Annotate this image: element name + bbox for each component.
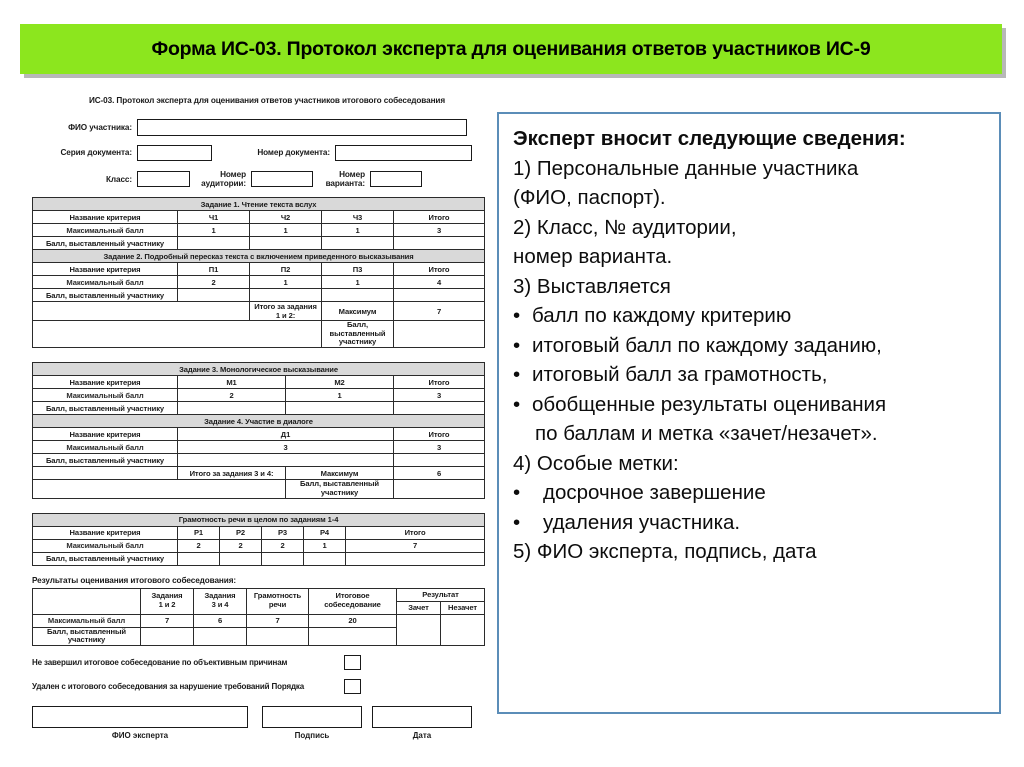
results-max-final: 20	[309, 614, 397, 627]
signature-captions	[32, 731, 484, 740]
instructions-bullet-3	[513, 360, 991, 390]
instructions-bullet-1	[513, 301, 991, 331]
instructions-bullet-4	[513, 390, 991, 420]
task2-max-1: 2	[178, 276, 250, 289]
task4-max-1: 3	[178, 441, 394, 454]
table-row	[33, 428, 485, 441]
instructions-line-5: 5) ФИО эксперта, подпись, дата	[513, 540, 817, 563]
instructions-bullet-5	[513, 478, 991, 508]
results-header-fail: Незачет	[441, 601, 485, 614]
bullet-icon: •	[513, 481, 521, 504]
row-label-criteria: Название критерия	[33, 428, 178, 441]
table-row	[33, 513, 485, 526]
task1-max-total: 3	[394, 224, 485, 237]
instructions-bullet-6	[513, 508, 991, 538]
input-variant[interactable]	[370, 171, 422, 187]
table-row	[33, 289, 485, 302]
checkbox-label-not-completed: Не завершил итоговое собеседование по объективным причинам	[32, 658, 288, 668]
total-3-4-label: Итого за задания 3 и 4:	[189, 468, 274, 478]
table-row	[33, 363, 485, 376]
page-title: Форма ИС-03. Протокол эксперта для оценивания ответов участников ИС-9	[151, 37, 871, 60]
task1-score-2[interactable]	[250, 237, 322, 250]
literacy-score-2[interactable]	[220, 552, 262, 565]
task1-col-1: Ч1	[178, 211, 250, 224]
row-label-participant-score: Балл, выставленный участнику	[33, 454, 178, 467]
task1-score-1[interactable]	[178, 237, 250, 250]
label-series: Серия документа:	[60, 148, 132, 158]
instructions-bullet-2	[513, 331, 991, 361]
task2-score-2[interactable]	[250, 289, 322, 302]
task4-section-title: Задание 4. Участие в диалоге	[33, 415, 485, 428]
literacy-col-3: Р3	[262, 526, 304, 539]
row-label-max-score: Максимальный балл	[33, 224, 178, 237]
results-max-tasks12: 7	[141, 614, 194, 627]
task2-section-title: Задание 2. Подробный пересказ текста с включением приведенного высказывания	[33, 250, 485, 263]
literacy-max-total: 7	[346, 539, 485, 552]
literacy-score-total[interactable]	[346, 552, 485, 565]
instructions-line-2: 2) Класс, № аудитории,	[513, 215, 737, 239]
total-1-2-maximum-label: Максимум	[322, 302, 394, 321]
task2-col-3: П3	[322, 263, 394, 276]
input-signature[interactable]	[262, 706, 362, 728]
table-row	[33, 250, 485, 263]
bullet-text: итоговый балл за грамотность,	[532, 363, 828, 386]
literacy-table	[32, 513, 485, 566]
checkbox-row-removed	[32, 679, 484, 694]
table-row	[33, 526, 485, 539]
label-doc-number: Номер документа:	[257, 148, 330, 158]
task1-max-1: 1	[178, 224, 250, 237]
field-row-document	[32, 145, 484, 161]
table-row	[33, 224, 485, 237]
instructions-line-3: 3) Выставляется	[513, 274, 671, 298]
row-label-criteria: Название критерия	[33, 376, 178, 389]
bullet-text: балл по каждому критерию	[532, 304, 792, 327]
task3-col-1: М1	[178, 376, 286, 389]
results-fail-cell[interactable]	[441, 614, 485, 645]
literacy-max-4: 1	[304, 539, 346, 552]
instructions-line-1b: (ФИО, паспорт).	[513, 186, 666, 209]
instructions-panel	[497, 112, 1001, 714]
results-header-pass: Зачет	[397, 601, 441, 614]
task4-score-total[interactable]	[394, 454, 485, 467]
results-score-final[interactable]	[309, 627, 397, 645]
literacy-score-4[interactable]	[304, 552, 346, 565]
results-header-final: Итоговое собеседование	[309, 588, 397, 614]
results-header-result-group: Результат	[397, 588, 485, 601]
total-3-4-maximum-value: 6	[394, 467, 485, 480]
table-row	[33, 454, 485, 467]
task2-col-2: П2	[250, 263, 322, 276]
literacy-max-3: 2	[262, 539, 304, 552]
protocol-form	[32, 96, 484, 746]
table-row	[33, 211, 485, 224]
task2-score-1[interactable]	[178, 289, 250, 302]
table-row	[33, 402, 485, 415]
task1-col-2: Ч2	[250, 211, 322, 224]
results-score-literacy[interactable]	[247, 627, 309, 645]
row-label-criteria: Название критерия	[33, 263, 178, 276]
table-row	[33, 321, 485, 348]
literacy-max-2: 2	[220, 539, 262, 552]
literacy-max-1: 2	[178, 539, 220, 552]
results-table	[32, 588, 485, 646]
row-label-participant-score: Балл, выставленный участнику	[33, 289, 178, 302]
label-fio: ФИО участника:	[68, 122, 132, 132]
input-doc-number[interactable]	[335, 145, 472, 161]
task3-score-2[interactable]	[286, 402, 394, 415]
results-header-literacy: Грамотность речи	[247, 588, 309, 614]
input-expert-name[interactable]	[32, 706, 248, 728]
row-label-max-score: Максимальный балл	[33, 276, 178, 289]
results-header-tasks34: Задания 3 и 4	[194, 588, 247, 614]
task2-score-total[interactable]	[394, 289, 485, 302]
literacy-col-total: Итого	[346, 526, 485, 539]
task2-max-total: 4	[394, 276, 485, 289]
bullet-text: итоговый балл по каждому заданию,	[532, 333, 882, 357]
bullet-icon: •	[513, 333, 521, 357]
checkbox-removed[interactable]	[344, 679, 361, 694]
total-3-4-participant-label: Балл, выставленный участнику	[286, 480, 394, 498]
input-room[interactable]	[251, 171, 313, 187]
bullet-icon: •	[513, 392, 521, 416]
total-3-4-maximum-label: Максимум	[286, 467, 394, 480]
row-label-max-score: Максимальный балл	[33, 539, 178, 552]
literacy-col-1: Р1	[178, 526, 220, 539]
literacy-score-3[interactable]	[262, 552, 304, 565]
literacy-section-title: Грамотность речи в целом по заданиям 1-4	[33, 513, 485, 526]
bullet-icon: •	[513, 510, 521, 534]
literacy-col-4: Р4	[304, 526, 346, 539]
table-row	[33, 467, 485, 480]
task4-max-total: 3	[394, 441, 485, 454]
bullet-icon: •	[513, 363, 521, 386]
task2-max-2: 1	[250, 276, 322, 289]
results-pass-cell[interactable]	[397, 614, 441, 645]
label-room: Номер аудитории:	[201, 170, 246, 189]
row-label-participant-score: Балл, выставленный участнику	[33, 237, 178, 250]
signature-row	[32, 706, 484, 728]
table-row	[33, 263, 485, 276]
input-fio[interactable]	[137, 119, 467, 136]
instructions-heading: Эксперт вносит следующие сведения:	[513, 127, 906, 150]
checkbox-label-removed: Удален с итогового собеседования за нарушение требований Порядка	[32, 682, 305, 692]
table-row	[33, 376, 485, 389]
literacy-col-2: Р2	[220, 526, 262, 539]
instructions-line-2b: номер варианта.	[513, 245, 673, 268]
table-row	[33, 441, 485, 454]
table-row	[33, 237, 485, 250]
task3-col-total: Итого	[394, 376, 485, 389]
row-label-max-score: Максимальный балл	[33, 441, 178, 454]
bullet-text: досрочное завершение	[543, 481, 766, 504]
table-row	[33, 588, 485, 601]
task3-max-total: 3	[394, 389, 485, 402]
bullet-text: удаления участника.	[543, 510, 741, 534]
label-variant: Номер варианта:	[325, 170, 365, 189]
task3-score-1[interactable]	[178, 402, 286, 415]
task4-score-1[interactable]	[178, 454, 394, 467]
task2-score-3[interactable]	[322, 289, 394, 302]
table-row	[33, 552, 485, 565]
task3-section-title: Задание 3. Монологическое высказывание	[33, 363, 485, 376]
task3-col-2: М2	[286, 376, 394, 389]
caption-signature: Подпись	[294, 731, 330, 741]
table-row	[33, 389, 485, 402]
task4-col-1: Д1	[178, 428, 394, 441]
table-row	[33, 480, 485, 498]
caption-date: Дата	[412, 731, 432, 741]
table-row	[33, 614, 485, 627]
total-3-4-participant-value[interactable]	[394, 480, 485, 498]
task1-score-total[interactable]	[394, 237, 485, 250]
input-date[interactable]	[372, 706, 472, 728]
table-row	[33, 539, 485, 552]
results-score-tasks34[interactable]	[194, 627, 247, 645]
literacy-score-1[interactable]	[178, 552, 220, 565]
task1-score-3[interactable]	[322, 237, 394, 250]
task3-max-1: 2	[178, 389, 286, 402]
field-row-class	[32, 170, 484, 188]
field-row-fio	[32, 119, 484, 136]
total-1-2-participant-label: Балл, выставленный участнику	[322, 321, 394, 348]
results-score-tasks12[interactable]	[141, 627, 194, 645]
row-label-participant-score: Балл, выставленный участнику	[33, 402, 178, 415]
task1-col-3: Ч3	[322, 211, 394, 224]
results-max-tasks34: 6	[194, 614, 247, 627]
task2-max-3: 1	[322, 276, 394, 289]
checkbox-row-not-completed	[32, 655, 484, 670]
task4-col-total: Итого	[394, 428, 485, 441]
input-class[interactable]	[137, 171, 190, 187]
label-class: Класс:	[106, 174, 132, 184]
results-participant-label: Балл, выставленный участнику	[33, 627, 141, 645]
table-row	[33, 415, 485, 428]
row-label-participant-score: Балл, выставленный участнику	[33, 552, 178, 565]
task2-col-total: Итого	[394, 263, 485, 276]
bullet-text: обобщенные результаты оценивания	[532, 392, 887, 416]
task2-col-1: П1	[178, 263, 250, 276]
caption-expert-name: ФИО эксперта	[111, 731, 169, 741]
table-row	[33, 302, 485, 321]
results-title: Результаты оценивания итогового собеседования:	[32, 575, 237, 585]
task1-section-title: Задание 1. Чтение текста вслух	[33, 198, 485, 211]
results-max-literacy: 7	[247, 614, 309, 627]
title-banner	[20, 24, 1002, 74]
task1-max-3: 1	[322, 224, 394, 237]
total-1-2-maximum-value: 7	[394, 302, 485, 321]
table-row	[33, 198, 485, 211]
instructions-bullet-4-continuation: по баллам и метка «зачет/незачет».	[535, 422, 878, 445]
results-max-label: Максимальный балл	[33, 614, 141, 627]
total-1-2-label: Итого за задания 1 и 2:	[254, 302, 317, 321]
table-row	[33, 276, 485, 289]
row-label-criteria: Название критерия	[33, 211, 178, 224]
instructions-line-4: 4) Особые метки:	[513, 451, 679, 475]
task3-score-total[interactable]	[394, 402, 485, 415]
checkbox-not-completed[interactable]	[344, 655, 361, 670]
task-3-table	[32, 362, 485, 498]
task3-max-2: 1	[286, 389, 394, 402]
instructions-line-1: 1) Персональные данные участника	[513, 156, 859, 180]
tasks-1-2-table	[32, 197, 485, 348]
form-heading: ИС-03. Протокол эксперта для оценивания ответов участников итогового собеседования	[88, 96, 446, 105]
task1-max-2: 1	[250, 224, 322, 237]
bullet-icon: •	[513, 304, 521, 327]
row-label-criteria: Название критерия	[33, 526, 178, 539]
results-header-tasks12: Задания 1 и 2	[141, 588, 194, 614]
task1-col-total: Итого	[394, 211, 485, 224]
total-1-2-participant-value[interactable]	[394, 321, 485, 348]
input-series[interactable]	[137, 145, 212, 161]
row-label-max-score: Максимальный балл	[33, 389, 178, 402]
